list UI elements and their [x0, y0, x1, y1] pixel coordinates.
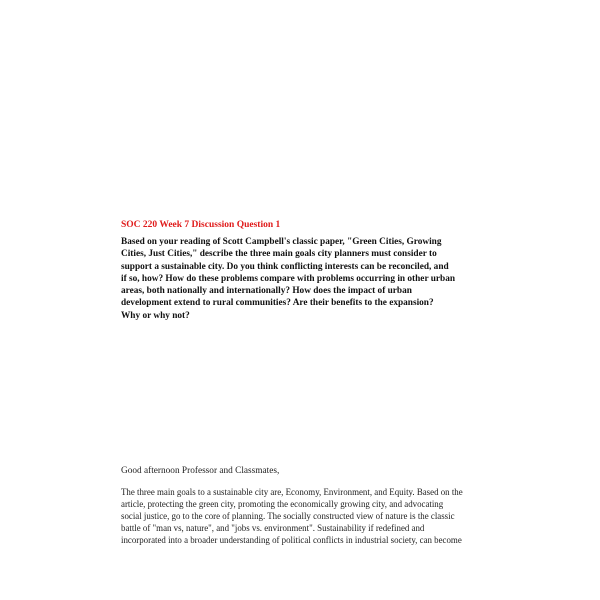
question-line: development extend to rural communities? Are their benefits to the expansion? — [121, 298, 434, 309]
question-line: Cities, Just Cities," describe the three main goals city planners must consider to — [121, 249, 437, 260]
question-line: support a sustainable city. Do you think conflicting interests can be reconciled, and — [121, 261, 449, 272]
document-heading: SOC 220 Week 7 Discussion Question 1 — [121, 220, 281, 230]
answer-line: social justice, go to the core of planning. The socially constructed view of nature is the classic — [121, 511, 455, 522]
answer-line: battle of "man vs, nature", and "jobs vs. environment". Sustainability if redefined and — [121, 523, 425, 534]
question-line: if so, how? How do these problems compare with problems occurring in other urban — [121, 273, 456, 284]
discussion-question — [121, 236, 491, 322]
question-line: Why or why not? — [121, 310, 190, 321]
answer-greeting: Good afternoon Professor and Classmates, — [121, 466, 280, 476]
answer-paragraph — [121, 486, 491, 546]
answer-line: The three main goals to a sustainable city are, Economy, Environment, and Equity. Based on the — [121, 487, 463, 497]
question-line: Based on your reading of Scott Campbell's classic paper, "Green Cities, Growing — [121, 237, 442, 247]
answer-line: incorporated into a broader understanding of political conflicts in industrial society, can become — [121, 535, 462, 546]
answer-line: article, protecting the green city, promoting the economically growing city, and advocating — [121, 499, 444, 510]
question-line: areas, both nationally and internationally? How does the impact of urban — [121, 286, 412, 297]
